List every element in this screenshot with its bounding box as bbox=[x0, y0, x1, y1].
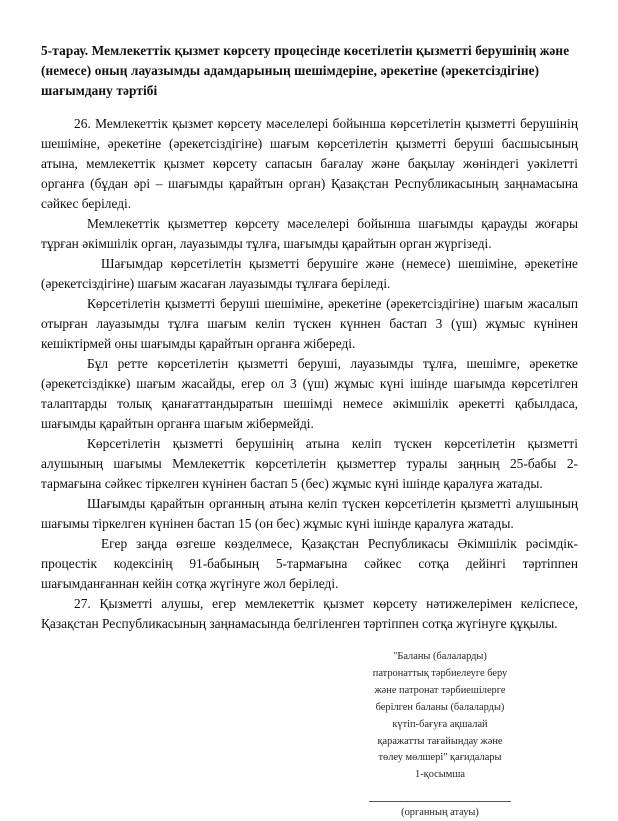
paragraph-satisfied: Бұл ретте көрсетілетін қызметті беруші, лауазымды тұлға, шешімге, әрекетке (әрекетсіздікке) шағым жасайды, егер ол 3 (үш) жұмыс күні ішінде шағымда көрсетілген талаптарды толық қанағаттандыратын шешімді немесе әкімшілік әрекетті қабылдаса, шағымды қарайтын органға шағым жібермейді. bbox=[41, 355, 578, 432]
paragraph-27: 27. Қызметті алушы, егер мемлекеттік қызмет көрсету нәтижелерімен келіспесе, Қазақстан Республикасының заңнамасында белгіленген тәртіппен сотқа жүгінуге құқылы. bbox=[41, 596, 578, 632]
appendix-line-6: қаражатты тағайындау және bbox=[377, 735, 503, 747]
organization-name-caption: (органның атауы) bbox=[401, 807, 479, 819]
appendix-line-1: "Баланы (балаларды) bbox=[393, 651, 487, 663]
body-text-container bbox=[41, 114, 578, 635]
paragraph-fifteen-days: Шағымды қарайтын органның атына келіп түскен көрсетілетін қызметті алушының шағымы тіркелген күнінен бастап 15 (он бес) жұмыс күні ішінде қаралуға жатады. bbox=[41, 496, 578, 532]
paragraph-higher-authority: Мемлекеттік қызметтер көрсету мәселелері бойынша шағымды қарауды жоғары тұрған әкімшілік орган, лауазымды тұлға, шағымды қарайтын орган жүргізеді. bbox=[41, 215, 578, 251]
chapter-heading: 5-тарау. Мемлекеттік қызмет көрсету процесінде көсетілетін қызметті берушінің және (немесе) оның лауазымды адамдарының шешімдеріне, әрекетіне (әрекетсіздігіне) шағымдану тәртібі bbox=[41, 43, 570, 99]
appendix-line-5: күтіп-бағуға ақшалай bbox=[392, 718, 488, 730]
appendix-line-7: төлеу мөлшері" қағидалары bbox=[378, 752, 502, 764]
appendix-number-line: 1-қосымша bbox=[415, 769, 465, 781]
paragraph-26: 26. Мемлекеттік қызмет көрсету мәселелері бойынша көрсетілетін қызметті берушінің шешіміне, әрекетіне (әрекетсіздігіне) шағым көрсетілетін қызметті беруші басшысының атына, мемлекеттік қызмет көрсету сапасын бағалау және бақылау жөніндегі уәкілетті органға (бұдан әрі – шағымды қарайтын орган) Қазақстан Республикасының заңнамасына сәйкес беріледі. bbox=[41, 115, 578, 211]
appendix-line-4: берілген баланы (балаларды) bbox=[375, 701, 505, 713]
paragraph-complaints-filed: Шағымдар көрсетілетін қызметті берушіге және (немесе) шешіміне, әрекетіне (әрекетсіздігіне) шағым жасаған лауазымды тұлғаға беріледі. bbox=[41, 255, 578, 291]
paragraph-court-appeal: Егер заңда өзгеше көзделмесе, Қазақстан Республикасы Әкімшілік рәсімдік-процестік кодексінің 91-бабының 5-тармағына сәйкес сотқа дейінгі тәртіппен шағымданғаннан кейін сотқа жүгінуге жол беріледі. bbox=[41, 536, 578, 592]
signature-rule bbox=[369, 801, 511, 802]
appendix-line-2: патронаттық тәрбиелеуге беру bbox=[372, 668, 508, 680]
organization-name-field bbox=[311, 801, 569, 821]
paragraph-five-days: Көрсетілетін қызметті берушінің атына келіп түскен көрсетілетін қызметті алушының шағымы Мемлекеттік көрсетілетін қызметтер туралы заңның 25-бабы 2-тармағына сәйкес тіркелген күнінен бастап 5 (бес) жұмыс күні ішінде қаралуға жатады. bbox=[41, 436, 578, 492]
appendix-reference-block bbox=[311, 649, 569, 784]
appendix-line-3: және патронат тәрбиешілерге bbox=[374, 685, 506, 697]
paragraph-three-days: Көрсетілетін қызметті беруші шешіміне, әрекетіне (әрекетсіздігіне) шағым жасалып отырған лауазымды тұлға шағым келіп түскен күннен бастап 3 (үш) жұмыс күнінен кешіктірмей оны шағымды қарайтын органға жібереді. bbox=[41, 295, 578, 351]
